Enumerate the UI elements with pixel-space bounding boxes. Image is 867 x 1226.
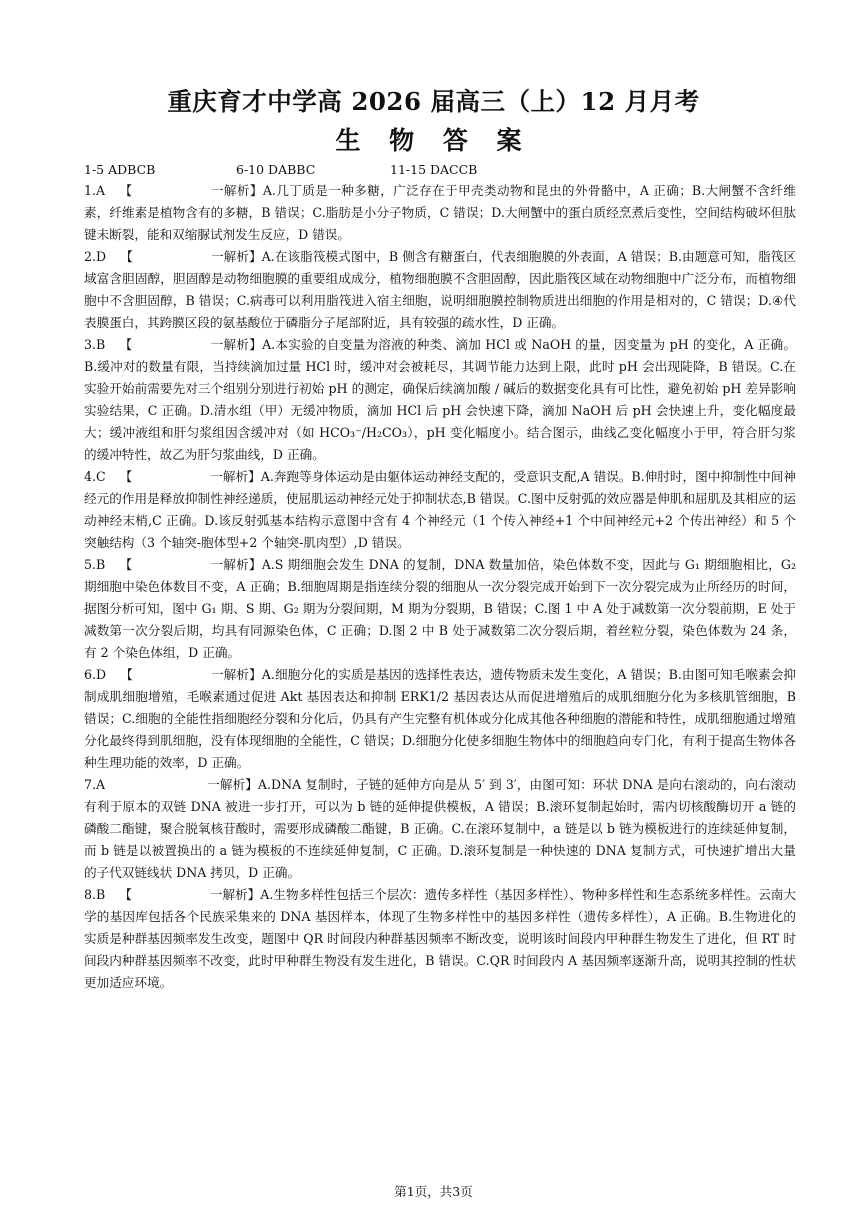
bracket: 【 [120,667,133,682]
analysis-text: A.DNA 复制时，子链的延伸方向是从 5′ 到 3′，由图可知：环状 DNA 是向右滚动的，向右滚动有利于原本的双链 DNA 被进一步打开，可以为 b 链的延伸提供模板，A 错误；B.滚环复制起始时，需内切核酸酶切开 a 链的磷酸二酯键，聚合脱氧核苷酸时，需要形成磷酸二酯键，B 正确。C.在滚环复制中，a 链是以 b 链为模板进行的连续延伸复制，而 b 链是以被置换出的 a 链为模板的不连续延伸复制，C 正确。D.滚环复制是一种快速的 DNA 复制方式，可快速扩增出大量的子代双链线状 DNA 拷贝，D 正确。 [84,777,796,880]
analysis-text: A.几丁质是一种多糖，广泛存在于甲壳类动物和昆虫的外骨骼中，A 正确；B.大闸蟹不含纤维素，纤维素是植物含有的多糖，B 错误；C.脂肪是小分子物质，C 错误；D.大闸蟹中的蛋白质经烹煮后变性，空间结构破坏但肽键未断裂，能和双缩脲试剂发生反应，D 错误。 [84,183,796,242]
question-number: 2.D [84,249,107,264]
analysis-label: 一解析】 [210,667,262,682]
analysis-text: A.生物多样性包括三个层次：遗传多样性（基因多样性）、物种多样性和生态系统多样性。云南大学的基因库包括各个民族采集来的 DNA 基因样本，体现了生物多样性中的基因多样性（遗传多样性），A 正确。B.生物进化的实质是种群基因频率发生改变，题图中 QR 时间段内种群基因频率不断改变，说明该时间段内甲种群生物发生了进化，但 RT 时间段内种群基因频率不改变，此时甲种群生物没有发生进化，B 错误。C.QR 时间段内 A 基因频率逐渐升高，说明其控制的性状更加适应环境。 [84,887,796,990]
question-1 [84,180,796,246]
question-number: 7.A [84,777,106,792]
question-number: 8.B [84,887,106,902]
question-4 [84,466,796,554]
question-2 [84,246,796,334]
analysis-text: A.S 期细胞会发生 DNA 的复制，DNA 数量加倍，染色体数不变，因此与 G₁ 期细胞相比，G₂ 期细胞中染色体数目不变，A 正确；B.细胞周期是指连续分裂的细胞从一次分裂完成开始到下一次分裂完成为止所经历的时间，据图分析可知，图中 G₁ 期、S 期、G₂ 期为分裂间期，M 期为分裂期，B 错误；C.图 1 中 A 处于减数第一次分裂前期，E 处于减数第一次分裂后期，均具有同源染色体，C 正确；D.图 2 中 B 处于减数第二次分裂后期，着丝粒分裂，染色体数为 24 条，有 2 个染色体组，D 正确。 [84,557,797,660]
answer-key-line [84,162,477,177]
analysis-text: A.奔跑等身体运动是由躯体运动神经支配的，受意识支配,A 错误。B.伸肘时，图中抑制性中间神经元的作用是释放抑制性神经递质，使屈肌运动神经元处于抑制状态,B 错误。C.图中反射弧的效应器是伸肌和屈肌及其相应的运动神经末梢,C 正确。D.该反射弧基本结构示意图中含有 4 个神经元（1 个传入神经+1 个中间神经元+2 个传出神经）和 5 个突触结构（3 个轴突-胞体型+2 个轴突-肌肉型）,D 错误。 [84,469,796,550]
answer-explanations [84,180,796,994]
analysis-label: 一解析】 [210,557,262,572]
bracket: 【 [119,183,133,198]
answer-key-1-5: 1-5 ADBCB [84,162,156,177]
bracket: 【 [119,469,133,484]
question-8 [84,884,796,994]
answer-key-11-15: 11-15 DACCB [390,162,478,177]
question-5 [84,554,796,664]
answer-key-6-10: 6-10 DABBC [236,162,316,177]
question-number: 3.B [84,337,106,352]
analysis-label: 一解析】 [210,183,263,198]
analysis-label: 一解析】 [210,337,263,352]
question-number: 4.C [84,469,106,484]
question-number: 5.B [84,557,106,572]
question-3 [84,334,796,466]
analysis-label: 一解析】 [210,249,262,264]
question-7 [84,774,796,884]
bracket: 【 [119,887,132,902]
bracket: 【 [120,249,133,264]
page-title: 重庆育才中学高 2026 届高三（上）12 月月考 [167,87,700,116]
analysis-label: 一解析】 [209,887,261,902]
analysis-label: 一解析】 [210,469,261,484]
question-number: 6.D [84,667,107,682]
analysis-label: 一解析】 [207,777,258,792]
bracket: 【 [119,337,133,352]
bracket: 【 [119,557,133,572]
analysis-text: A.细胞分化的实质是基因的选择性表达，遗传物质未发生变化，A 错误；B.由图可知毛喉素会抑制成肌细胞增殖，毛喉素通过促进 Akt 基因表达和抑制 ERK1/2 基因表达从而促进增殖后的成肌细胞分化为多核肌管细胞，B 错误；C.细胞的全能性指细胞经分裂和分化后，仍具有产生完整有机体或分化成其他各种细胞的潜能和特性，成肌细胞通过增殖分化最终得到肌细胞，没有体现细胞的全能性，C 错误；D.细胞分化使多细胞生物体中的细胞趋向专门化，有利于提高生物体各种生理功能的效率，D 正确。 [84,667,797,770]
analysis-text: A.本实验的自变量为溶液的种类、滴加 HCl 或 NaOH 的量，因变量为 pH 的变化，A 正确。B.缓冲对的数量有限，当持续滴加过量 HCl 时，缓冲对会被耗尽，其调节能力达到上限，此时 pH 会出现陡降，B 错误。C.在实验开始前需要先对三个组别分别进行初始 pH 的测定，确保后续滴加酸 / 碱后的数据变化具有可比性，避免初始 pH 差异影响实验结果，C 正确。D.清水组（甲）无缓冲物质，滴加 HCl 后 pH 会快速下降，滴加 NaOH 后 pH 会快速上升，变化幅度最大；缓冲液组和肝匀浆组因含缓冲对（如 HCO₃⁻/H₂CO₃），pH 变化幅度小。结合图示，曲线乙变化幅度小于甲，符合肝匀浆的缓冲特性，故乙为肝匀浆曲线，D 正确。 [84,337,796,462]
analysis-text: A.在该脂筏模式图中，B 侧含有糖蛋白，代表细胞膜的外表面，A 错误；B.由题意可知，脂筏区域富含胆固醇，胆固醇是动物细胞膜的重要组成成分，植物细胞膜不含胆固醇，因此脂筏区域在动物细胞中广泛分布，而植物细胞中不含胆固醇，B 错误；C.病毒可以利用脂筏进入宿主细胞，说明细胞膜控制物质进出细胞的作用是相对的，C 错误；D.④代表膜蛋白，其跨膜区段的氨基酸位于磷脂分子尾部附近，具有较强的疏水性，D 正确。 [84,249,796,330]
page-footer: 第1页，共3页 [394,1184,473,1199]
question-6 [84,664,796,774]
question-number: 1.A [84,183,106,198]
page-subtitle: 生 物 答 案 [335,126,532,155]
